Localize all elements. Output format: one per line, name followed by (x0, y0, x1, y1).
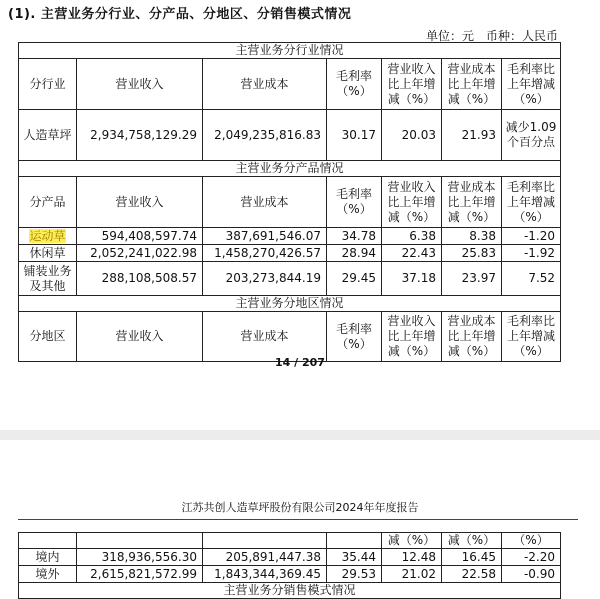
next-section-title-row (19, 583, 561, 599)
header-margin: 毛利率（%） (327, 59, 382, 110)
margin-change-cell: 减少1.09个百分点 (502, 110, 561, 161)
header-revenue: 营业收入 (77, 312, 203, 362)
rev-change-cell: 21.02 (382, 566, 442, 583)
next-section-title-partial: 主营业务分销售模式情况 (19, 583, 561, 599)
cost-cell: 387,691,546.07 (203, 228, 327, 245)
header-revenue: 营业收入 (77, 177, 203, 228)
region-section-title: 主营业务分地区情况 (19, 296, 561, 312)
header-cost-change: 营业成本比上年增减（%） (442, 59, 502, 110)
region-continued-table (18, 532, 561, 599)
product-section-title: 主营业务分产品情况 (19, 161, 561, 177)
header-region: 分地区 (19, 312, 77, 362)
margin-cell: 35.44 (327, 549, 382, 566)
margin-cell: 28.94 (327, 245, 382, 262)
margin-change-cell: -1.20 (502, 228, 561, 245)
rev-change-cell: 12.48 (382, 549, 442, 566)
continued-header-tail-row (19, 533, 561, 549)
revenue-cell: 2,615,821,572.99 (77, 566, 203, 583)
header-cost: 营业成本 (203, 177, 327, 228)
header-cost-change: 营业成本比上年增减（%） (442, 177, 502, 228)
header-rev-change-tail: 减（%） (382, 533, 442, 549)
table-row (19, 566, 561, 583)
margin-change-cell: 7.52 (502, 262, 561, 296)
page-separator (0, 430, 600, 440)
cost-change-cell: 8.38 (442, 228, 502, 245)
rev-change-cell: 6.38 (382, 228, 442, 245)
cost-change-cell: 21.93 (442, 110, 502, 161)
header-rev-change: 营业收入比上年增减（%） (382, 312, 442, 362)
revenue-cell: 2,052,241,022.98 (77, 245, 203, 262)
blank-cell (203, 533, 327, 549)
row-label: 铺装业务及其他 (19, 262, 77, 296)
margin-cell: 34.78 (327, 228, 382, 245)
header-margin: 毛利率（%） (327, 312, 382, 362)
revenue-cell: 594,408,597.74 (77, 228, 203, 245)
table-row (19, 110, 561, 161)
cost-change-cell: 25.83 (442, 245, 502, 262)
header-margin-change-tail: （%） (502, 533, 561, 549)
row-label: 境外 (19, 566, 77, 583)
report-running-title: 江苏共创人造草坪股份有限公司2024年年度报告 (181, 501, 419, 514)
header-revenue: 营业收入 (77, 59, 203, 110)
blank-cell (19, 533, 77, 549)
industry-section-title-row (19, 43, 561, 59)
row-label: 境内 (19, 549, 77, 566)
header-industry: 分行业 (19, 59, 77, 110)
cost-cell: 1,458,270,426.57 (203, 245, 327, 262)
header-product: 分产品 (19, 177, 77, 228)
blank-cell (327, 533, 382, 549)
highlighted-label: 运动草 (29, 228, 66, 243)
revenue-cell: 288,108,508.57 (77, 262, 203, 296)
header-rev-change: 营业收入比上年增减（%） (382, 59, 442, 110)
margin-change-cell: -1.92 (502, 245, 561, 262)
section-heading: (1). 主营业务分行业、分产品、分地区、分销售模式情况 (8, 7, 352, 22)
table-row (19, 228, 561, 245)
table-row (19, 262, 561, 296)
margin-cell: 29.45 (327, 262, 382, 296)
header-cost-change: 营业成本比上年增减（%） (442, 312, 502, 362)
header-margin-change: 毛利率比上年增减（%） (502, 59, 561, 110)
blank-cell (77, 533, 203, 549)
row-label: 休闲草 (19, 245, 77, 262)
cost-cell: 205,891,447.38 (203, 549, 327, 566)
header-margin-change: 毛利率比上年增减（%） (502, 312, 561, 362)
report-title-rule (18, 519, 578, 520)
header-cost: 营业成本 (203, 59, 327, 110)
region-header-row (19, 312, 561, 362)
table-row (19, 245, 561, 262)
revenue-cell: 318,936,556.30 (77, 549, 203, 566)
header-margin: 毛利率（%） (327, 177, 382, 228)
cost-change-cell: 16.45 (442, 549, 502, 566)
page-number: 14 / 207 (275, 356, 325, 369)
product-section-title-row (19, 161, 561, 177)
cost-cell: 203,273,844.19 (203, 262, 327, 296)
margin-change-cell: -2.20 (502, 549, 561, 566)
cost-cell: 1,843,344,369.45 (203, 566, 327, 583)
industry-section-title: 主营业务分行业情况 (19, 43, 561, 59)
main-business-table (18, 42, 561, 362)
header-margin-change: 毛利率比上年增减（%） (502, 177, 561, 228)
header-cost-change-tail: 减（%） (442, 533, 502, 549)
row-label (19, 228, 77, 245)
region-section-title-row (19, 296, 561, 312)
unit-currency-note: 单位：元 币种：人民币 (425, 29, 558, 43)
product-header-row (19, 177, 561, 228)
header-cost: 营业成本 (203, 312, 327, 362)
revenue-cell: 2,934,758,129.29 (77, 110, 203, 161)
margin-change-cell: -0.90 (502, 566, 561, 583)
margin-cell: 29.53 (327, 566, 382, 583)
header-rev-change: 营业收入比上年增减（%） (382, 177, 442, 228)
rev-change-cell: 22.43 (382, 245, 442, 262)
cost-change-cell: 22.58 (442, 566, 502, 583)
row-label: 人造草坪 (19, 110, 77, 161)
margin-cell: 30.17 (327, 110, 382, 161)
table-row (19, 549, 561, 566)
rev-change-cell: 37.18 (382, 262, 442, 296)
cost-change-cell: 23.97 (442, 262, 502, 296)
rev-change-cell: 20.03 (382, 110, 442, 161)
cost-cell: 2,049,235,816.83 (203, 110, 327, 161)
industry-header-row (19, 59, 561, 110)
